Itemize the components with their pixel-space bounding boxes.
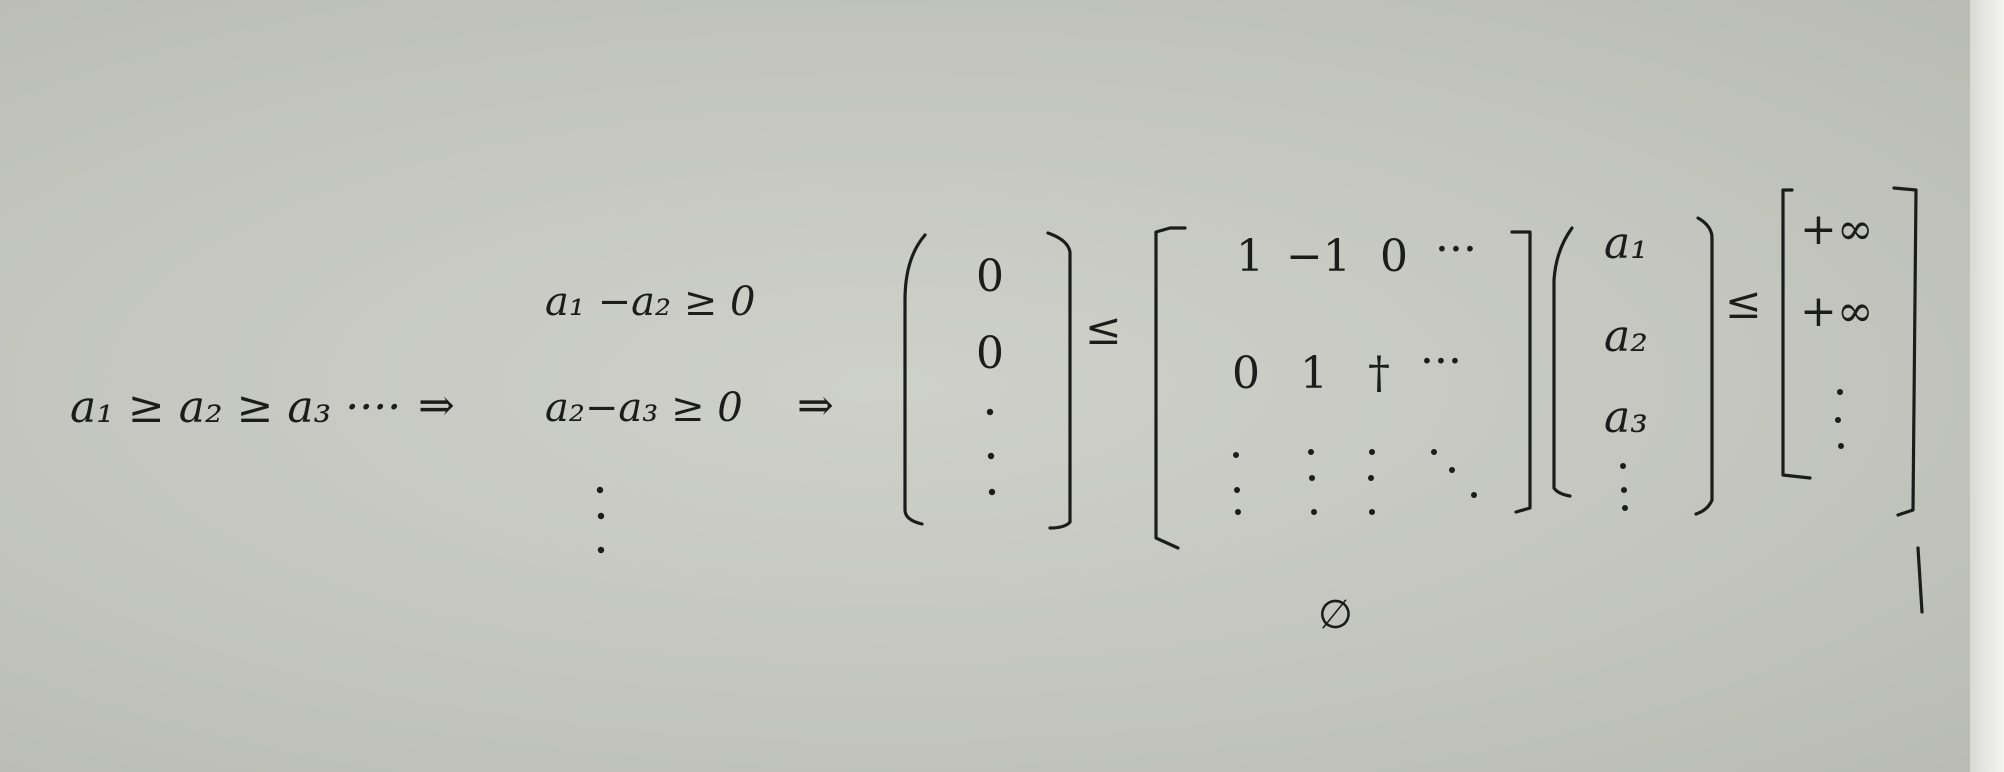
upper-vector-right-bracket — [1894, 188, 1916, 515]
matrix-cell-r1c2: −1 — [1286, 231, 1351, 282]
matrix-cell-r2c3: † — [1368, 348, 1390, 399]
matrix-right-bracket — [1512, 232, 1530, 512]
a-vector-right-bracket — [1696, 218, 1712, 514]
matrix-cell-r1c4: ··· — [1435, 224, 1477, 275]
upper-vector-entry-1: +∞ — [1800, 204, 1874, 255]
stray-vertical-stroke — [1918, 548, 1922, 612]
matrix-cell-r2c2: 1 — [1300, 348, 1328, 399]
lower-vector-left-bracket — [905, 235, 925, 524]
matrix-cell-r1c1: 1 — [1236, 231, 1264, 282]
lower-vector-entry-2: 0 — [976, 328, 1004, 379]
a-vector-entry-2: a₂ — [1604, 311, 1648, 362]
leq-sign-1: ≤ — [1085, 304, 1122, 355]
matrix-ellipsis — [1233, 449, 1477, 515]
vertical-ellipsis-a-vector — [1620, 463, 1628, 511]
matrix-cell-r1c3: 0 — [1380, 231, 1408, 282]
vertical-ellipsis-upper-vector — [1835, 389, 1844, 449]
lower-vector-entry-1: 0 — [976, 251, 1004, 302]
stray-mark: ∅ — [1318, 592, 1353, 638]
leq-sign-2: ≤ — [1725, 278, 1762, 329]
upper-vector-entry-2: +∞ — [1800, 286, 1874, 337]
matrix-cell-r2c1: 0 — [1232, 348, 1260, 399]
inequality-2: a₂−a₃ ≥ 0 — [545, 385, 743, 431]
a-vector-entry-1: a₁ — [1604, 218, 1648, 269]
implies-arrow-2: ⇒ — [797, 380, 834, 431]
a-vector-entry-3: a₃ — [1604, 392, 1648, 443]
matrix-left-bracket — [1156, 228, 1185, 548]
vertical-ellipsis-inequalities — [597, 487, 604, 553]
a-vector-left-bracket — [1554, 228, 1572, 496]
lower-vector-right-bracket — [1048, 233, 1070, 528]
matrix-cell-r2c4: ··· — [1420, 336, 1462, 387]
inequality-1: a₁ −a₂ ≥ 0 — [545, 279, 756, 325]
vertical-ellipsis-lower-vector — [987, 409, 995, 495]
implies-arrow-1: ⇒ — [418, 380, 455, 431]
premise-chain: a₁ ≥ a₂ ≥ a₃ ···· — [70, 382, 402, 433]
